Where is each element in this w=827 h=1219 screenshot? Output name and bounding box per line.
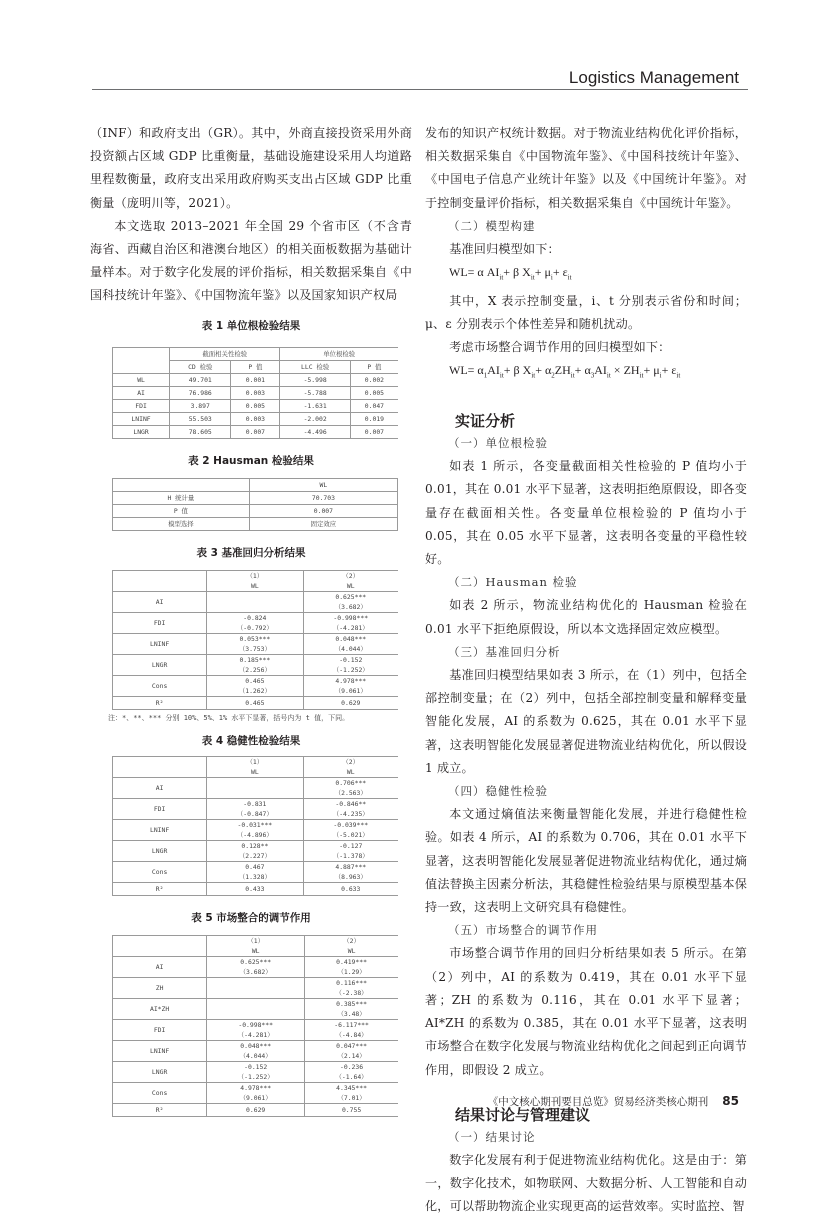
table-row xyxy=(113,386,399,399)
row-label: AI xyxy=(113,386,170,399)
formula-part: + β X xyxy=(503,363,532,378)
coefficient: -0.998*** xyxy=(238,1020,273,1029)
cell: 0.005 xyxy=(350,386,398,399)
row-label: P 值 xyxy=(113,504,250,517)
unit-root-table xyxy=(112,347,398,439)
row-label: H 统计量 xyxy=(113,491,250,504)
t-value: （-4.281） xyxy=(332,623,369,632)
table-row xyxy=(113,491,398,504)
coefficient: 0.053*** xyxy=(239,634,271,643)
t-value: （2.563） xyxy=(334,788,367,797)
t-value: （4.044） xyxy=(334,644,367,653)
t-value: （3.753） xyxy=(238,644,271,653)
moderation-table xyxy=(112,935,398,1117)
cell: -4.496 xyxy=(280,425,350,438)
coefficient: 4.978*** xyxy=(335,676,367,685)
column-header xyxy=(305,935,398,956)
cell xyxy=(207,977,305,998)
t-value: （9.061） xyxy=(334,686,367,695)
formula-subscript: it xyxy=(567,273,572,282)
formula-part: + ε xyxy=(661,363,677,378)
cell xyxy=(303,654,398,675)
row-label: AI xyxy=(113,777,207,798)
coefficient: 0.047*** xyxy=(336,1041,367,1050)
paragraph: 如表 2 所示，物流业结构优化的 Hausman 检验在 0.01 水平下拒绝原假设，所以本文选择固定效应模型。 xyxy=(425,598,747,636)
table-row xyxy=(113,1040,399,1061)
page-number: 85 xyxy=(722,1094,739,1108)
row-label: FDI xyxy=(113,798,207,819)
table-row xyxy=(113,998,399,1019)
column-number: （1） xyxy=(246,571,264,580)
row-label: FDI xyxy=(113,612,207,633)
cell: 0.633 xyxy=(303,882,398,895)
cell: 0.755 xyxy=(305,1103,398,1116)
column-variable: WL xyxy=(251,767,259,776)
coefficient: 0.128** xyxy=(241,841,269,850)
moderation-formula xyxy=(425,359,747,388)
row-label: AI*ZH xyxy=(113,998,207,1019)
table-title: 表 1 单位根检验结果 xyxy=(201,319,301,332)
t-value: （-4.235） xyxy=(332,809,369,818)
row-label: LNINF xyxy=(113,412,170,425)
coefficient xyxy=(207,978,304,988)
formula-subscript: it xyxy=(676,371,681,380)
table-row xyxy=(113,517,398,530)
cell xyxy=(305,1019,398,1040)
formula-part: WL= α AI xyxy=(449,265,500,280)
t-value: （-4.281） xyxy=(237,1030,274,1039)
header-divider xyxy=(92,89,748,90)
coefficient: -0.031*** xyxy=(237,820,273,829)
column-number: （2） xyxy=(343,936,360,945)
paragraph: 发布的知识产权统计数据。对于物流业结构优化评价指标，相关数据采集自《中国物流年鉴》、《中国科技统计年鉴》、《中国电子信息产业统计年鉴》以及《中国统计年鉴》。对于控制变量评价指标，相关数据采集自《中国统计年鉴》。 xyxy=(425,126,747,210)
t-value: （2.256） xyxy=(238,665,271,674)
t-value: （-1.378） xyxy=(332,851,369,860)
cell: 55.503 xyxy=(170,412,231,425)
column-variable: WL xyxy=(346,767,355,776)
table-row xyxy=(113,412,399,425)
formula-part: × ZH xyxy=(610,363,640,378)
cell xyxy=(303,840,398,861)
subsection-heading: （一）结果讨论 xyxy=(448,1129,536,1144)
cell xyxy=(305,1061,398,1082)
cell xyxy=(303,633,398,654)
formula-subscript: 2 xyxy=(551,371,555,380)
formula-part: + β X xyxy=(503,265,531,280)
coefficient: 0.116*** xyxy=(336,978,367,987)
table-row xyxy=(113,633,399,654)
coefficient: -0.824 xyxy=(243,613,267,622)
left-column xyxy=(90,122,412,1117)
row-label: AI xyxy=(113,956,207,977)
coefficient xyxy=(207,592,302,602)
row-label: Cons xyxy=(113,1082,207,1103)
formula-subscript: it xyxy=(499,273,504,282)
table-row xyxy=(113,882,399,895)
paragraph: 基准回归模型如下： xyxy=(449,242,560,257)
cell xyxy=(303,675,398,696)
row-label: LNINF xyxy=(113,819,207,840)
t-value: （3.48） xyxy=(337,1009,366,1018)
table-row xyxy=(113,373,399,386)
column-header xyxy=(207,935,305,956)
coefficient xyxy=(207,999,304,1009)
column-number: （2） xyxy=(342,571,360,580)
column-number: （1） xyxy=(247,936,264,945)
row-label: R² xyxy=(113,882,207,895)
cell: 70.703 xyxy=(249,491,397,504)
cell xyxy=(303,777,398,798)
coefficient: -0.998*** xyxy=(333,613,369,622)
formula-part: WL= α xyxy=(449,363,484,378)
t-value: （-1.252） xyxy=(237,1072,274,1081)
t-value: （4.044） xyxy=(239,1051,272,1060)
formula-subscript: 3 xyxy=(590,371,595,380)
cell xyxy=(207,798,303,819)
cell: 0.003 xyxy=(231,412,280,425)
cell: -1.631 xyxy=(280,399,350,412)
row-label: LNGR xyxy=(113,654,207,675)
right-column xyxy=(425,122,747,1219)
formula-part: AI xyxy=(487,363,500,378)
coefficient xyxy=(207,778,302,788)
column-variable: WL xyxy=(347,946,356,955)
cell: 0.019 xyxy=(350,412,398,425)
cell xyxy=(207,777,303,798)
cell: 0.433 xyxy=(207,882,303,895)
cell xyxy=(303,591,398,612)
t-value: （2.14） xyxy=(337,1051,366,1060)
formula-subscript: it xyxy=(639,371,644,380)
t-value: （-1.64） xyxy=(335,1072,368,1081)
cell xyxy=(207,675,303,696)
cell xyxy=(207,591,303,612)
cell: 3.897 xyxy=(170,399,231,412)
column-header: P 值 xyxy=(350,360,398,373)
t-value xyxy=(207,988,304,998)
t-value: （8.963） xyxy=(334,872,367,881)
formula-part: ZH xyxy=(554,363,571,378)
cell: 0.005 xyxy=(231,399,280,412)
cell: 0.007 xyxy=(231,425,280,438)
row-label: LNGR xyxy=(113,840,207,861)
table-3 xyxy=(90,545,412,723)
coefficient: 0.706*** xyxy=(335,778,367,787)
journal-note: 《中文核心期刊要目总览》贸易经济类核心期刊 xyxy=(487,1096,709,1108)
t-value xyxy=(207,602,302,612)
row-label: FDI xyxy=(113,1019,207,1040)
cell: -5.998 xyxy=(280,373,350,386)
cell xyxy=(303,612,398,633)
coefficient: -0.039*** xyxy=(333,820,369,829)
t-value: （-4.84） xyxy=(335,1030,368,1039)
cell xyxy=(207,633,303,654)
table-row xyxy=(113,675,399,696)
table-row xyxy=(113,1019,399,1040)
t-value: （-0.792） xyxy=(236,623,273,632)
cell xyxy=(303,798,398,819)
paragraph: 基准回归模型结果如表 3 所示，在（1）列中，包括全部控制变量；在（2）列中，包括全部控制变量和解释变量智能化发展，AI 的系数为 0.625，其在 0.01 水平下显著，这表明智能化发展显著促进物流业结构优化，所以假设 1 成立。 xyxy=(425,668,747,775)
formula-subscript: i xyxy=(550,273,553,282)
t-value: （-4.896） xyxy=(236,830,273,839)
table-row xyxy=(113,819,399,840)
row-label: R² xyxy=(113,1103,207,1116)
column-number: （1） xyxy=(246,757,264,766)
cell: 0.465 xyxy=(207,696,303,709)
t-value: （-5.021） xyxy=(332,830,369,839)
table-row xyxy=(113,591,399,612)
subsection-heading: （四）稳健性检验 xyxy=(448,784,548,799)
cell xyxy=(207,956,305,977)
t-value: （-2.38） xyxy=(335,988,368,997)
cell: 0.047 xyxy=(350,399,398,412)
cell: 49.701 xyxy=(170,373,231,386)
cell xyxy=(207,998,305,1019)
table-row xyxy=(113,777,399,798)
cell xyxy=(305,977,398,998)
cell: 76.986 xyxy=(170,386,231,399)
formula-subscript: i xyxy=(659,371,662,380)
paragraph: （INF）和政府支出（GR）。其中，外商直接投资采用外商投资额占区域 GDP 比重衡量，基础设施建设采用人均道路里程数衡量，政府支出采用政府购买支出占区域 GDP 比重衡量（庞明川等，2021）。 xyxy=(90,126,412,210)
empty-header-cell xyxy=(113,935,207,956)
cell xyxy=(207,840,303,861)
cell xyxy=(207,1082,305,1103)
table-note: 注：*、**、*** 分别 10%、5%、1% 水平下显著，括号内为 t 值，下同。 xyxy=(108,713,350,722)
cell xyxy=(207,654,303,675)
subsection-heading: （五）市场整合的调节作用 xyxy=(448,923,598,938)
paragraph: 数字化发展有利于促进物流业结构优化。这是由于：第一，数字化技术，如物联网、大数据分析、人工智能和自动化，可以帮助物流企业实现更高的运营效率。实时监控、智 xyxy=(425,1152,747,1214)
coefficient: 0.465 xyxy=(245,676,265,685)
group-header: 单位根检验 xyxy=(280,347,398,360)
cell xyxy=(207,861,303,882)
t-value: （1.262） xyxy=(238,686,271,695)
cell: 0.007 xyxy=(350,425,398,438)
table-row xyxy=(113,612,399,633)
row-label: LNGR xyxy=(113,425,170,438)
paragraph: 如表 1 所示，各变量截面相关性检验的 P 值均小于 0.01，其在 0.01 水平下显著，这表明拒绝原假设，即各变量存在截面相关性。各变量单位根检验的 P 值均小于 0.05，其在 0.05 水平下显著，这表明各变量的平稳性较好。 xyxy=(425,459,747,567)
table-4 xyxy=(90,733,412,896)
coefficient: -0.831 xyxy=(243,799,267,808)
baseline-formula xyxy=(425,261,747,290)
coefficient: -0.236 xyxy=(340,1062,364,1071)
row-label: AI xyxy=(113,591,207,612)
row-label: R² xyxy=(113,696,207,709)
table-row xyxy=(113,1061,399,1082)
column-variable: WL xyxy=(251,581,259,590)
page-footer xyxy=(488,1094,739,1109)
formula-part: + μ xyxy=(534,265,551,280)
column-header: LLC 检验 xyxy=(280,360,350,373)
formula-subscript: it xyxy=(570,371,575,380)
column-variable: WL xyxy=(251,946,260,955)
subsection-heading: （一）单位根检验 xyxy=(448,436,548,451)
subsection-heading: （二）模型构建 xyxy=(448,218,536,233)
table-row xyxy=(113,504,398,517)
table-row xyxy=(113,977,399,998)
coefficient: 0.185*** xyxy=(239,655,271,664)
t-value: （3.682） xyxy=(239,967,272,976)
formula-part: AI xyxy=(594,363,607,378)
cell xyxy=(207,1019,305,1040)
paragraph: 本文通过熵值法来衡量智能化发展，并进行稳健性检验。如表 4 所示，AI 的系数为 0.706，其在 0.01 水平下显著，这表明智能化发展显著促进物流业结构优化，通过熵值法替换主因素分析法，其稳健性检验结果与原模型基本保持一致，这表明上文研究具有稳健性。 xyxy=(425,807,747,915)
formula-part: + μ xyxy=(643,363,660,378)
cell xyxy=(305,998,398,1019)
section-heading: 实证分析 xyxy=(455,412,516,431)
table-title: 表 2 Hausman 检验结果 xyxy=(188,454,314,467)
coefficient: 4.345*** xyxy=(336,1083,367,1092)
cell: 0.002 xyxy=(350,373,398,386)
cell xyxy=(303,819,398,840)
empty-header-cell xyxy=(113,756,207,777)
table-row xyxy=(113,654,399,675)
formula-part: + ε xyxy=(552,265,568,280)
coefficient: 0.625*** xyxy=(335,592,367,601)
t-value: （7.01） xyxy=(337,1093,366,1102)
row-label: FDI xyxy=(113,399,170,412)
formula-part: + α xyxy=(574,363,591,378)
coefficient: -0.846** xyxy=(335,799,367,808)
table-row xyxy=(113,840,399,861)
formula-subscript: it xyxy=(530,273,535,282)
paragraph: 其中，X 表示控制变量，i、t 分别表示省份和时间；μ、ε 分别表示个体性差异和随机扰动。 xyxy=(425,293,747,332)
coefficient: 0.385*** xyxy=(336,999,367,1008)
column-header: WL xyxy=(249,478,397,491)
cell: 0.007 xyxy=(249,504,397,517)
table-row xyxy=(113,425,399,438)
hausman-table xyxy=(112,478,398,531)
table-title: 表 4 稳健性检验结果 xyxy=(201,734,301,747)
cell xyxy=(303,861,398,882)
row-label: Cons xyxy=(113,675,207,696)
column-header: CD 检验 xyxy=(170,360,231,373)
cell xyxy=(305,1082,398,1103)
row-label: LNGR xyxy=(113,1061,207,1082)
table-row xyxy=(113,1082,399,1103)
table-1 xyxy=(90,318,412,439)
t-value: （-1.252） xyxy=(332,665,369,674)
table-title: 表 3 基准回归分析结果 xyxy=(196,546,306,559)
t-value: （1.328） xyxy=(238,872,271,881)
table-row xyxy=(113,956,399,977)
column-header xyxy=(303,570,398,591)
column-header: P 值 xyxy=(231,360,280,373)
baseline-regression-table xyxy=(112,570,398,710)
coefficient: 4.887*** xyxy=(335,862,367,871)
cell: 0.629 xyxy=(207,1103,305,1116)
row-label: LNINF xyxy=(113,633,207,654)
cell: -2.002 xyxy=(280,412,350,425)
coefficient: 4.978*** xyxy=(240,1083,272,1092)
t-value: （2.227） xyxy=(238,851,271,860)
group-header: 截面相关性检验 xyxy=(170,347,280,360)
cell xyxy=(305,956,398,977)
coefficient: -0.152 xyxy=(244,1062,268,1071)
t-value: （9.061） xyxy=(239,1093,272,1102)
section-heading: 结果讨论与管理建议 xyxy=(455,1105,591,1124)
formula-subscript: it xyxy=(531,371,536,380)
cell xyxy=(207,819,303,840)
formula-subscript: it xyxy=(606,371,611,380)
t-value: （3.682） xyxy=(334,602,367,611)
row-label: Cons xyxy=(113,861,207,882)
row-label: ZH xyxy=(113,977,207,998)
subsection-heading: （三）基准回归分析 xyxy=(448,644,561,659)
table-5 xyxy=(90,910,412,1117)
cell xyxy=(207,1061,305,1082)
empty-header-cell xyxy=(113,478,250,491)
subsection-heading: （二）Hausman 检验 xyxy=(448,575,578,590)
cell: -5.788 xyxy=(280,386,350,399)
column-header xyxy=(303,756,398,777)
table-row xyxy=(113,861,399,882)
coefficient: 0.419*** xyxy=(336,957,367,966)
column-header xyxy=(207,570,303,591)
coefficient: 0.048*** xyxy=(335,634,367,643)
table-row xyxy=(113,696,399,709)
cell xyxy=(207,612,303,633)
coefficient: 0.048*** xyxy=(240,1041,272,1050)
empty-header-cell xyxy=(113,347,170,373)
paragraph: 市场整合调节作用的回归分析结果如表 5 所示。在第（2）列中，AI 的系数为 0.419，其在 0.01 水平下显著；ZH 的系数为 0.116，其在 0.01 水平下显著；AI*ZH 的系数为 0.385，其在 0.01 水平下显著，这表明市场整合在数字化发展与物流业结构优化之间起到正向调节作用，即假设 2 成立。 xyxy=(425,946,747,1077)
row-label: LNINF xyxy=(113,1040,207,1061)
column-variable: WL xyxy=(346,581,355,590)
robustness-table xyxy=(112,756,398,896)
coefficient: -0.127 xyxy=(339,841,363,850)
row-label: WL xyxy=(113,373,170,386)
formula-part: + α xyxy=(535,363,552,378)
t-value xyxy=(207,788,302,798)
coefficient: -0.152 xyxy=(339,655,363,664)
formula-subscript: it xyxy=(499,371,504,380)
t-value: （-0.847） xyxy=(236,809,273,818)
cell: 固定效应 xyxy=(249,517,397,530)
coefficient: 0.625*** xyxy=(240,957,272,966)
cell: 0.003 xyxy=(231,386,280,399)
cell: 78.605 xyxy=(170,425,231,438)
cell xyxy=(207,1040,305,1061)
table-row xyxy=(113,1103,399,1116)
empty-header-cell xyxy=(113,570,207,591)
paragraph: 考虑市场整合调节作用的回归模型如下： xyxy=(449,340,671,355)
table-2 xyxy=(90,453,412,531)
cell: 0.629 xyxy=(303,696,398,709)
coefficient: 0.467 xyxy=(245,862,265,871)
cell xyxy=(305,1040,398,1061)
row-label: 模型选择 xyxy=(113,517,250,530)
table-title: 表 5 市场整合的调节作用 xyxy=(191,911,311,924)
t-value: （1.29） xyxy=(337,967,366,976)
table-row xyxy=(113,399,399,412)
column-header xyxy=(207,756,303,777)
formula-subscript: 1 xyxy=(483,371,488,380)
column-number: （2） xyxy=(342,757,360,766)
t-value xyxy=(207,1009,304,1019)
cell: 0.001 xyxy=(231,373,280,386)
coefficient: -6.117*** xyxy=(334,1020,369,1029)
paragraph: 本文选取 2013–2021 年全国 29 个省市区（不含青海省、西藏自治区和港澳台地区）的相关面板数据为基础计量样本。对于数字化发展的评价指标，相关数据采集自《中国科技统计年鉴》、《中国物流年鉴》以及国家知识产权局 xyxy=(90,218,412,303)
journal-title: Logistics Management xyxy=(568,68,739,87)
table-row xyxy=(113,798,399,819)
